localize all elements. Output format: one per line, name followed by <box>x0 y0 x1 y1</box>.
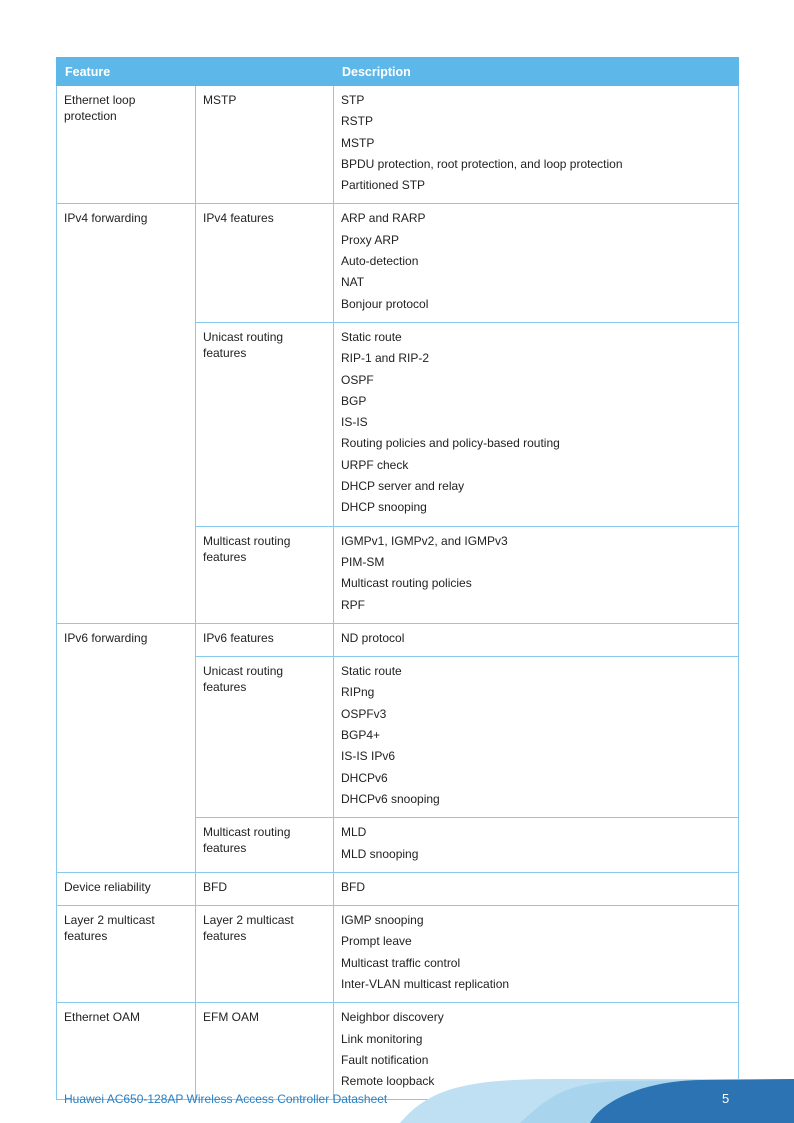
description-cell <box>334 623 739 656</box>
subfeature-cell <box>196 526 334 623</box>
page-number: 5 <box>722 1091 730 1106</box>
description-item: OSPF <box>341 372 374 387</box>
description-item: Link monitoring <box>341 1031 423 1046</box>
subfeature-cell <box>196 906 334 1003</box>
description-item: Static route <box>341 329 402 344</box>
subfeature-label: Multicast routing features <box>203 825 291 856</box>
subfeature-cell <box>196 872 334 905</box>
description-item: BGP <box>341 393 367 408</box>
description-item: ND protocol <box>341 630 405 645</box>
feature-label: IPv4 forwarding <box>64 211 148 226</box>
description-cell <box>334 526 739 623</box>
subfeature-label: Unicast routing features <box>203 329 284 360</box>
description-item: IGMP snooping <box>341 913 424 928</box>
description-item: IGMPv1, IGMPv2, and IGMPv3 <box>341 533 508 548</box>
description-item: RSTP <box>341 114 374 129</box>
description-item: MSTP <box>341 135 375 150</box>
feature-label: Layer 2 multicast features <box>64 913 155 944</box>
description-item: BGP4+ <box>341 728 381 743</box>
description-item: BPDU protection, root protection, and loop protection <box>341 156 623 171</box>
subfeature-label: BFD <box>203 879 227 894</box>
description-item: Static route <box>341 664 402 679</box>
header-description: Description <box>334 58 739 86</box>
feature-cell <box>57 623 196 872</box>
subfeature-cell <box>196 86 334 204</box>
description-item: Partitioned STP <box>341 178 426 193</box>
subfeature-cell <box>196 818 334 873</box>
description-item: NAT <box>341 275 365 290</box>
table-row <box>57 204 739 322</box>
page-footer <box>0 1077 794 1123</box>
description-item: RPF <box>341 597 365 612</box>
description-item: Auto-detection <box>341 254 419 269</box>
description-item: DHCP snooping <box>341 500 427 515</box>
feature-label: IPv6 forwarding <box>64 630 148 645</box>
subfeature-label: Layer 2 multicast features <box>203 913 294 944</box>
header-feature: Feature <box>57 58 334 86</box>
description-item: Neighbor discovery <box>341 1010 444 1025</box>
description-item: RIP-1 and RIP-2 <box>341 351 430 366</box>
subfeature-label: Multicast routing features <box>203 533 291 564</box>
feature-label: Ethernet OAM <box>64 1010 141 1025</box>
description-item: Multicast routing policies <box>341 576 472 591</box>
table-row <box>57 906 739 1003</box>
description-cell <box>334 86 739 204</box>
description-item: DHCP server and relay <box>341 479 465 494</box>
description-item: Proxy ARP <box>341 232 400 247</box>
description-cell <box>334 906 739 1003</box>
description-cell <box>334 657 739 818</box>
description-item: DHCPv6 <box>341 770 388 785</box>
subfeature-cell <box>196 322 334 526</box>
subfeature-cell <box>196 657 334 818</box>
subfeature-cell <box>196 204 334 322</box>
description-item: ARP and RARP <box>341 211 426 226</box>
description-item: Bonjour protocol <box>341 296 429 311</box>
subfeature-label: EFM OAM <box>203 1010 259 1025</box>
table-row <box>57 86 739 204</box>
description-item: MLD <box>341 825 367 840</box>
description-cell <box>334 204 739 322</box>
description-item: Fault notification <box>341 1052 429 1067</box>
feature-table <box>56 57 739 1100</box>
description-cell <box>334 872 739 905</box>
feature-label: Device reliability <box>64 879 151 894</box>
subfeature-label: MSTP <box>203 93 237 107</box>
description-item: IS-IS IPv6 <box>341 749 396 764</box>
table-row <box>57 872 739 905</box>
description-item: OSPFv3 <box>341 706 387 721</box>
description-item: RIPng <box>341 685 375 700</box>
description-item: MLD snooping <box>341 846 419 861</box>
description-item: Prompt leave <box>341 934 412 949</box>
description-item: STP <box>341 93 365 107</box>
description-item: Multicast traffic control <box>341 955 461 970</box>
feature-cell <box>57 204 196 623</box>
feature-cell <box>57 86 196 204</box>
subfeature-label: IPv4 features <box>203 211 274 226</box>
feature-cell <box>57 872 196 905</box>
description-item: Inter-VLAN multicast replication <box>341 976 510 991</box>
description-item: IS-IS <box>341 415 368 430</box>
description-cell <box>334 818 739 873</box>
description-cell <box>334 322 739 526</box>
description-item: URPF check <box>341 457 409 472</box>
feature-label: Ethernet loop protection <box>64 93 136 123</box>
description-item: Remote loopback <box>341 1074 435 1089</box>
table-row <box>57 623 739 656</box>
subfeature-label: Unicast routing features <box>203 664 284 695</box>
subfeature-label: IPv6 features <box>203 630 274 645</box>
description-item: Routing policies and policy-based routing <box>341 436 560 451</box>
description-item: PIM-SM <box>341 554 385 569</box>
footer-document-title: Huawei AC650-128AP Wireless Access Controller Datasheet <box>64 1092 388 1106</box>
description-item: BFD <box>341 879 365 894</box>
description-item: DHCPv6 snooping <box>341 791 440 806</box>
feature-cell <box>57 906 196 1003</box>
subfeature-cell <box>196 623 334 656</box>
table-header-row <box>57 58 739 86</box>
